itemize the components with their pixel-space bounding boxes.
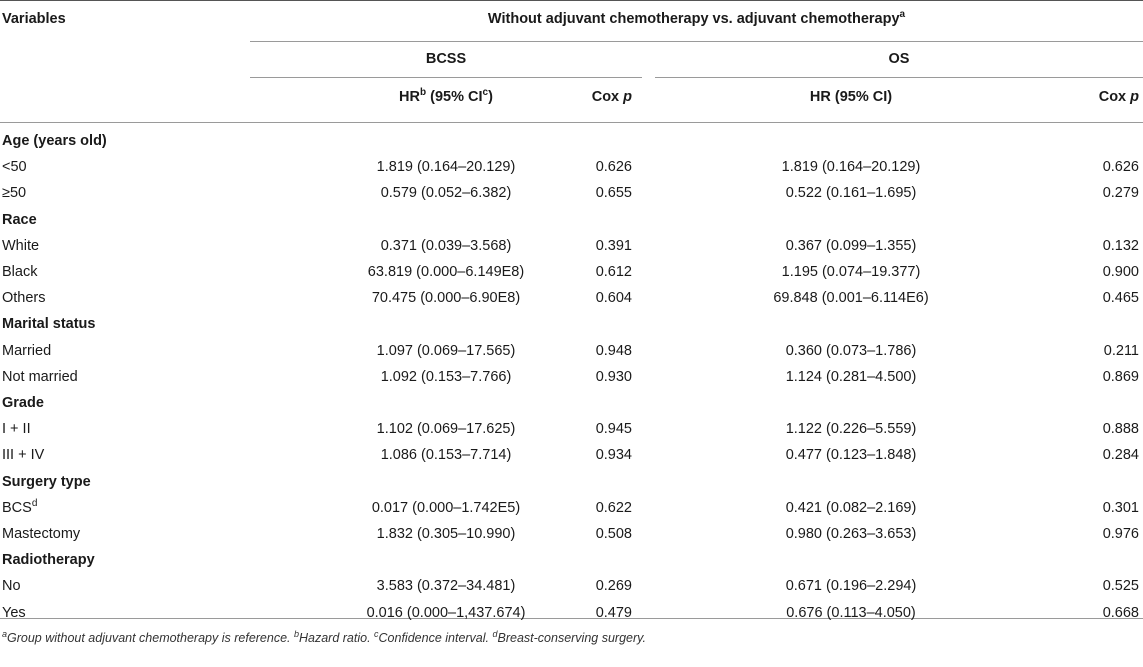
os-p-cell: 0.279 xyxy=(1102,185,1139,201)
footnote-marker: c xyxy=(374,628,379,639)
bcss-hr-cell: 1.819 (0.164–20.129) xyxy=(376,159,516,175)
bcss-hr-cell: 0.017 (0.000–1.742E5) xyxy=(371,500,521,516)
section-label: Marital status xyxy=(2,316,96,332)
bcss-hr-cell: 0.016 (0.000–1,437.674) xyxy=(366,605,526,621)
bcss-p-cell: 0.604 xyxy=(595,290,632,306)
bcss-cox-p: p xyxy=(623,89,632,105)
table-footnote xyxy=(2,629,646,647)
bcss-ci-close: ) xyxy=(488,89,493,105)
os-hr-cell: 1.195 (0.074–19.377) xyxy=(781,264,921,280)
os-hr-cell: 0.367 (0.099–1.355) xyxy=(785,238,917,254)
section-label: Race xyxy=(2,212,37,228)
bcss-ci-sup: c xyxy=(482,87,489,99)
footnote-marker: d xyxy=(492,628,498,639)
comparison-header-text: Without adjuvant chemotherapy vs. adjuvant chemotherapy xyxy=(487,11,900,27)
section-label: Surgery type xyxy=(2,474,91,490)
section-label: Age (years old) xyxy=(2,133,107,149)
bcss-hr-cell: 1.086 (0.153–7.714) xyxy=(380,447,512,463)
row-label: No xyxy=(2,578,21,594)
os-hr-cell: 0.980 (0.263–3.653) xyxy=(785,526,917,542)
bcss-hr-sup: b xyxy=(420,87,427,99)
os-hr-cell: 0.676 (0.113–4.050) xyxy=(786,605,916,621)
os-underline xyxy=(655,77,1143,78)
os-hr-cell: 1.124 (0.281–4.500) xyxy=(785,369,917,385)
bcss-hr-cell: 0.371 (0.039–3.568) xyxy=(380,238,512,254)
bcss-p-cell: 0.945 xyxy=(595,421,632,437)
os-p-cell: 0.668 xyxy=(1102,605,1139,621)
bcss-p-cell: 0.626 xyxy=(595,159,632,175)
bcss-hr-cell: 0.579 (0.052–6.382) xyxy=(380,185,512,201)
row-label-sup: d xyxy=(31,498,38,510)
os-hr-cell: 0.360 (0.073–1.786) xyxy=(785,343,917,359)
section-label: Grade xyxy=(2,395,44,411)
row-label: Yes xyxy=(2,605,26,621)
comparison-header xyxy=(250,10,1143,28)
bcss-p-cell: 0.948 xyxy=(595,343,632,359)
bcss-p-cell: 0.930 xyxy=(595,369,632,385)
bcss-hr-cell: 70.475 (0.000–6.90E8) xyxy=(371,290,521,306)
bcss-hr-label: HR xyxy=(399,89,420,105)
row-label: Others xyxy=(2,290,46,306)
os-p-cell: 0.301 xyxy=(1102,500,1139,516)
row-label: I + II xyxy=(2,421,31,437)
os-p-cell: 0.284 xyxy=(1102,447,1139,463)
os-p-cell: 0.888 xyxy=(1102,421,1139,437)
os-p-cell: 0.525 xyxy=(1102,578,1139,594)
bcss-p-cell: 0.269 xyxy=(595,578,632,594)
bcss-cox-label: Cox xyxy=(591,89,624,105)
os-hr-cell: 0.477 (0.123–1.848) xyxy=(785,447,917,463)
os-p-cell: 0.465 xyxy=(1102,290,1139,306)
os-hr-header: HR (95% CI) xyxy=(809,89,893,105)
bcss-p-cell: 0.622 xyxy=(595,500,632,516)
footnote-text: Hazard ratio. xyxy=(299,631,375,645)
row-label: Mastectomy xyxy=(2,526,81,542)
bcss-header: BCSS xyxy=(425,51,467,67)
variables-header: Variables xyxy=(2,11,66,27)
row-label: III + IV xyxy=(2,447,45,463)
bcss-hr-cell: 1.097 (0.069–17.565) xyxy=(376,343,516,359)
os-p-cell: 0.132 xyxy=(1102,238,1139,254)
os-hr-cell: 69.848 (0.001–6.114E6) xyxy=(773,290,929,306)
row-label: <50 xyxy=(2,159,27,175)
os-p-cell: 0.211 xyxy=(1103,343,1139,359)
os-p-cell: 0.900 xyxy=(1102,264,1139,280)
footnote-text: Group without adjuvant chemotherapy is reference. xyxy=(7,631,294,645)
header-bottom-rule xyxy=(0,122,1143,123)
bcss-p-cell: 0.612 xyxy=(595,264,632,280)
os-cox-label: Cox xyxy=(1098,89,1131,105)
bcss-hr-cell: 1.092 (0.153–7.766) xyxy=(380,369,512,385)
bcss-p-cell: 0.934 xyxy=(595,447,632,463)
bcss-hr-cell: 1.102 (0.069–17.625) xyxy=(376,421,516,437)
os-hr-cell: 1.819 (0.164–20.129) xyxy=(781,159,921,175)
bcss-ci-label: (95% CI xyxy=(426,89,483,105)
bcss-cox-header xyxy=(500,88,632,106)
footnote-marker: a xyxy=(2,628,8,639)
os-hr-cell: 0.522 (0.161–1.695) xyxy=(785,185,917,201)
bcss-underline xyxy=(250,77,642,78)
bcss-hr-cell: 3.583 (0.372–34.481) xyxy=(376,578,516,594)
row-label: Married xyxy=(2,343,52,359)
table-top-rule xyxy=(0,0,1143,1)
comparison-underline xyxy=(250,41,1143,42)
bcss-p-cell: 0.508 xyxy=(595,526,632,542)
row-label: Black xyxy=(2,264,38,280)
os-cox-p: p xyxy=(1130,89,1139,105)
section-label: Radiotherapy xyxy=(2,552,95,568)
row-label: Not married xyxy=(2,369,78,385)
os-hr-cell: 0.421 (0.082–2.169) xyxy=(785,500,917,516)
bcss-p-cell: 0.479 xyxy=(595,605,632,621)
row-label: BCS$^d$ xyxy=(2,498,38,516)
os-hr-cell: 0.671 (0.196–2.294) xyxy=(785,578,917,594)
os-p-cell: 0.626 xyxy=(1102,159,1139,175)
row-label: White xyxy=(2,238,40,254)
row-label: ≥50 xyxy=(2,185,27,201)
bcss-hr-cell: 63.819 (0.000–6.149E8) xyxy=(367,264,525,280)
comparison-header-sup: a xyxy=(899,9,906,21)
os-p-cell: 0.869 xyxy=(1102,369,1139,385)
os-hr-cell: 1.122 (0.226–5.559) xyxy=(785,421,917,437)
bcss-p-cell: 0.655 xyxy=(595,185,632,201)
footnote-text: Confidence interval. xyxy=(378,631,493,645)
os-header: OS xyxy=(888,51,910,67)
footnote-marker: b xyxy=(293,628,299,639)
bcss-hr-cell: 1.832 (0.305–10.990) xyxy=(376,526,516,542)
os-p-cell: 0.976 xyxy=(1102,526,1139,542)
os-cox-header xyxy=(1000,88,1139,106)
bcss-p-cell: 0.391 xyxy=(595,238,632,254)
footnote-text: Breast-conserving surgery. xyxy=(497,631,646,645)
